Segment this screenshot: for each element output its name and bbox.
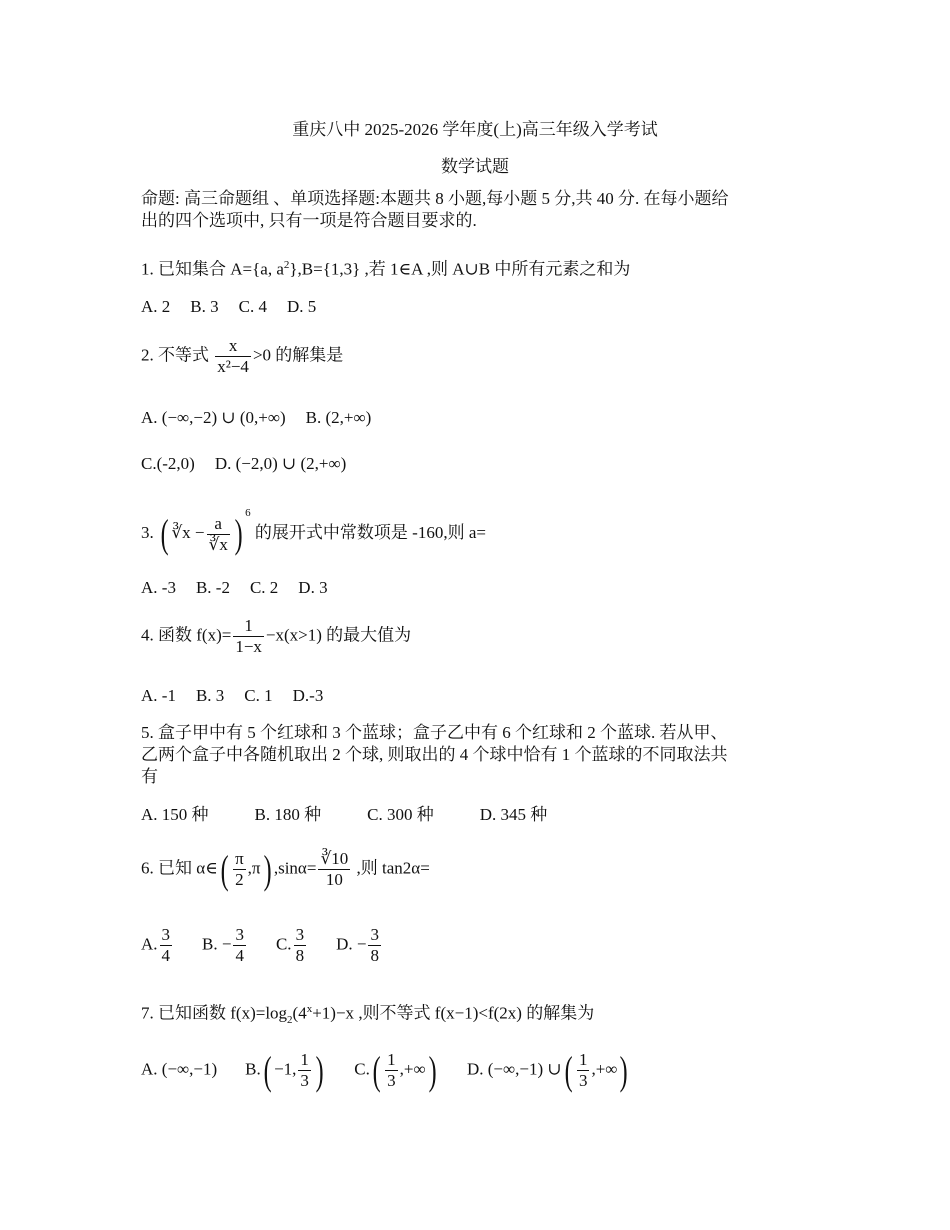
- q7-c-right-paren: ): [428, 1047, 437, 1093]
- q3-stem-a: 3.: [141, 523, 158, 542]
- q6-option-b-num: 3: [235, 925, 244, 944]
- question-4-stem: [141, 616, 411, 657]
- q3-right-paren: ): [234, 511, 243, 557]
- question-2-options-row-2: [141, 453, 366, 475]
- q7-stem-b: ,则不等式 f(x−1)<f(2x) 的解集为: [354, 1003, 595, 1023]
- q7-d-right-paren: ): [620, 1047, 629, 1093]
- q4-denominator: 1−x: [235, 637, 262, 656]
- q4-fraction: [233, 616, 264, 657]
- q7-option-b-den: 3: [300, 1071, 309, 1090]
- q2-stem-a: 2. 不等式: [141, 345, 214, 365]
- q7-arg: (4: [292, 1003, 307, 1023]
- q5-option-c: C. 300 种: [367, 805, 434, 824]
- q7-option-d-den: 3: [578, 1071, 588, 1090]
- q7-option-c-label: C.: [354, 1059, 370, 1079]
- q6-option-a-den: 4: [161, 946, 171, 965]
- q6-sin: ,sinα=: [273, 858, 317, 878]
- q1-stem-b: ,若 1∈A ,则 A∪B 中所有元素之和为: [360, 259, 631, 279]
- q6-option-d-fraction: [368, 925, 381, 966]
- q1-option-a: A. 2: [141, 297, 171, 316]
- q6-option-c-label: C.: [275, 934, 292, 954]
- q2-relation: >0: [252, 345, 272, 365]
- q6-option-b-fraction: [233, 925, 246, 966]
- q3-left-paren: (: [160, 511, 169, 557]
- q1-set-a: A={a, a: [230, 259, 284, 279]
- q3-option-b: B. -2: [195, 578, 230, 597]
- q1-set-a-sup: 2: [283, 259, 290, 271]
- q3-stem-b: 的展开式中常数项是 -160,则 a=: [250, 523, 486, 542]
- q6-option-a-fraction: [160, 925, 173, 966]
- q7-c-left-paren: (: [372, 1047, 381, 1093]
- q4-option-a: A. -1: [141, 686, 176, 705]
- q6-option-d-label: D. −: [336, 934, 367, 954]
- q2-denominator: x²−4: [217, 357, 249, 376]
- q1-option-d: D. 5: [286, 297, 317, 316]
- q3-fraction: [207, 514, 230, 555]
- q3-numerator: a: [207, 514, 230, 535]
- q4-option-b: B. 3: [195, 686, 225, 705]
- q3-exponent: 6: [245, 507, 251, 519]
- question-3-stem: [141, 502, 486, 555]
- q5-option-a: A. 150 种: [141, 805, 209, 824]
- q2-numerator: x: [215, 336, 251, 357]
- q5-option-d: D. 345 种: [479, 805, 548, 824]
- q4-option-d: D.-3: [292, 686, 324, 705]
- question-7-options: [141, 1047, 631, 1093]
- q6-option-a-label: A.: [141, 934, 158, 954]
- q7-option-b-label: B.: [245, 1059, 261, 1079]
- q7-option-b-num: 1: [300, 1050, 309, 1069]
- intro-line-1: 命题: 高三命题组 、单项选择题:本题共 8 小题,每小题 5 分,共 40 分. 在每小题给: [141, 189, 729, 208]
- exam-title: 重庆八中 2025-2026 学年度(上)高三年级入学考试: [292, 120, 658, 139]
- q7-option-d-post: ,+∞: [591, 1059, 618, 1079]
- q4-stem-a: 4. 函数 f(x)=: [141, 625, 232, 645]
- q6-option-d-den: 8: [370, 946, 379, 965]
- q4-option-c: C. 1: [244, 686, 273, 705]
- question-2-options-row-1: [141, 407, 391, 429]
- q7-option-a: A. (−∞,−1): [141, 1059, 218, 1079]
- q1-option-b: B. 3: [190, 297, 219, 316]
- q1-option-c: C. 4: [238, 297, 267, 316]
- q4-numerator: 1: [233, 616, 264, 637]
- q6-stem-a: 6. 已知 α∈: [141, 858, 218, 878]
- q3-expr-left: ∛x −: [171, 523, 205, 542]
- q6-option-d-num: 3: [370, 925, 379, 944]
- q7-option-b-fraction: [298, 1050, 311, 1091]
- q2-fraction: [215, 336, 251, 377]
- exam-subtitle: 数学试题: [441, 157, 509, 176]
- q7-arg-rest: +1)−x: [312, 1003, 355, 1023]
- question-5-line-1: 5. 盒子甲中有 5 个红球和 3 个蓝球；盒子乙中有 6 个红球和 2 个蓝球. 若从甲、: [141, 723, 728, 742]
- q2-option-d: D. (−2,0) ∪ (2,+∞): [214, 454, 347, 473]
- q6-left-paren: (: [220, 846, 229, 892]
- q7-arg-sup: x: [306, 1003, 313, 1015]
- q7-log-base: 2: [287, 1014, 293, 1027]
- q7-option-c-post: ,+∞: [399, 1059, 426, 1079]
- q6-stem-b: ,则 tan2α=: [352, 858, 430, 878]
- q6-mid: ,π: [247, 858, 261, 878]
- q7-option-d-label: D. (−∞,−1) ∪: [466, 1059, 562, 1079]
- q7-b-left-paren: (: [263, 1047, 272, 1093]
- question-6-options: [141, 925, 383, 966]
- q4-expr: −x(x>1): [265, 625, 322, 645]
- question-1-stem: [141, 254, 630, 281]
- q4-stem-b: 的最大值为: [321, 625, 412, 645]
- q6-sin-den: 10: [325, 870, 343, 889]
- q2-option-b: B. (2,+∞): [305, 408, 372, 427]
- intro-line-2: 出的四个选项中, 只有一项是符合题目要求的.: [141, 211, 477, 230]
- q6-right-paren: ): [263, 846, 272, 892]
- q3-option-a: A. -3: [141, 578, 176, 597]
- q7-option-c-fraction: [385, 1050, 398, 1091]
- q7-option-d-fraction: [577, 1050, 590, 1091]
- q3-denominator: ∛x: [208, 534, 228, 554]
- q6-sin-num: ∛10: [320, 849, 349, 868]
- q6-option-c-den: 8: [295, 946, 305, 965]
- q1-set-b: },B={1,3}: [289, 259, 361, 279]
- q7-option-c-num: 1: [387, 1050, 396, 1069]
- q7-stem-a: 7. 已知函数 f(x)=log: [141, 1003, 288, 1023]
- q7-option-b-pre: −1,: [274, 1059, 297, 1079]
- q3-option-c: C. 2: [249, 578, 279, 597]
- q1-stem-a: 1. 已知集合: [141, 259, 231, 279]
- q5-option-b: B. 180 种: [254, 805, 322, 824]
- q6-sin-fraction: [318, 849, 350, 890]
- q6-option-b-den: 4: [235, 946, 244, 965]
- question-5-line-3: 有: [141, 767, 158, 786]
- question-5-line-2: 乙两个盒子中各随机取出 2 个球, 则取出的 4 个球中恰有 1 个蓝球的不同取法共: [141, 745, 728, 764]
- q6-option-c-fraction: [294, 925, 307, 966]
- question-6-stem: [141, 846, 430, 892]
- q2-option-c: C.(-2,0): [141, 454, 195, 473]
- q7-d-left-paren: (: [564, 1047, 573, 1093]
- q3-option-d: D. 3: [298, 578, 328, 597]
- question-7-stem: [141, 998, 594, 1031]
- q6-interval-fraction: [233, 849, 246, 890]
- q2-stem-b: 的解集是: [271, 345, 344, 365]
- question-3-options: [141, 577, 348, 599]
- q6-option-a-num: 3: [161, 925, 171, 944]
- q7-b-right-paren: ): [315, 1047, 324, 1093]
- q7-option-d-num: 1: [578, 1050, 588, 1069]
- question-2-stem: [141, 336, 343, 377]
- q6-interval-num: π: [235, 849, 244, 868]
- q6-option-c-num: 3: [295, 925, 305, 944]
- question-1-options: [141, 296, 336, 318]
- question-4-options: [141, 685, 343, 707]
- q6-interval-den: 2: [235, 870, 244, 889]
- q6-option-b-label: B. −: [202, 934, 232, 954]
- q2-option-a: A. (−∞,−2) ∪ (0,+∞): [141, 408, 286, 427]
- question-5-options: [141, 804, 567, 826]
- q7-option-c-den: 3: [387, 1071, 396, 1090]
